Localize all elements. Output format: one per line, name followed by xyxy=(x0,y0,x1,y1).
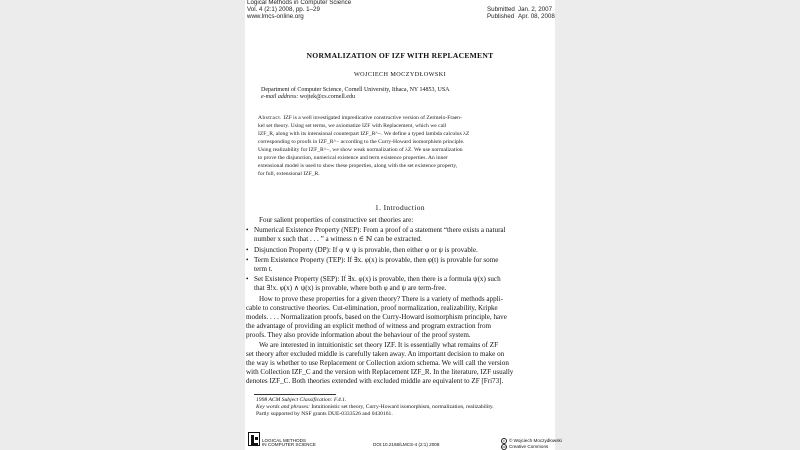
para3-line-3: with Collection IZF_C and the version with Replacement IZF_R. In the literature, IZF usually xyxy=(246,368,514,376)
abstract-line-6: extensional model is used to show these properties, along with the set existence property, xyxy=(258,163,458,169)
para2-line-0: How to prove these properties for a given theory? There is a variety of methods appli- xyxy=(259,295,503,303)
email-label: e-mail address: xyxy=(261,94,299,100)
abstract-line-5: to prove the disjunction, numerical existence and term existence properties. An inner xyxy=(258,155,448,161)
keywords-label: Key words and phrases: xyxy=(256,404,311,410)
bullet-3-line-2: that ∃!x. φ(x) ∧ ψ(x) is provable, where both φ and ψ are term-free. xyxy=(254,284,447,292)
abstract-line-7: for full, extensional IZF_R. xyxy=(258,171,320,177)
paper-page xyxy=(245,0,562,450)
published-date: Apr. 08, 2008 xyxy=(518,13,555,20)
bullet-3-line-1: Set Existence Property (SEP): If ∃x. φ(x) is provable, then there is a formula ψ(x) such xyxy=(254,275,501,283)
bullet-1-line-1: Disjunction Property (DP): If φ ∨ ψ is provable, then either φ or ψ is provable. xyxy=(254,246,478,254)
copyright-icon: c xyxy=(501,438,507,444)
keywords: Key words and phrases: Intuitionistic set theory, Curry-Howard isomorphism, normalization, realizability. xyxy=(256,404,494,410)
bullet-0-line-2: number x such that . . . ” a witness n ∈ ℕ can be extracted. xyxy=(254,235,422,243)
abstract-line-0: Abstract. IZF is a well investigated impredicative constructive version of Zermelo-Fraen- xyxy=(258,115,462,121)
footnote-rule xyxy=(254,394,336,395)
author-email[interactable]: wojtek@cs.cornell.edu xyxy=(299,94,355,100)
lmcs-logo-line-1: LOGICAL METHODS xyxy=(262,438,306,443)
section-title: Introduction xyxy=(383,203,425,212)
abstract-line-2: IZF_R, along with its intensional counterpart IZF_R^−. We define a typed lambda calculus λZ xyxy=(258,131,470,137)
bullet-marker: • xyxy=(246,275,249,283)
para3-line-0: We are interested in intuitionistic set theory IZF. It is essentially what remains of ZF xyxy=(259,341,499,349)
abstract-label: Abstract. xyxy=(258,115,282,121)
published-label: Published xyxy=(487,13,515,20)
lmcs-logo-line-2: IN COMPUTER SCIENCE xyxy=(262,442,316,447)
bullet-marker: • xyxy=(246,246,249,254)
bullet-2-line-2: term t. xyxy=(254,265,273,273)
author-email-row xyxy=(261,94,355,101)
submitted-date: Jan. 2, 2007 xyxy=(518,6,553,13)
para2-line-1: cable to constructive theories. Cut-elimination, proof normalization, realizability, Kripke xyxy=(246,304,498,312)
doi[interactable]: DOI:10.2168/LMCS-4 (2:1) 2008 xyxy=(373,442,440,447)
intro-lead: Four salient properties of constructive set theories are: xyxy=(259,216,414,224)
bullet-marker: • xyxy=(246,226,249,234)
acm-classification: 1998 ACM Subject Classification: F.4.1. xyxy=(256,397,347,403)
bullet-marker: • xyxy=(246,256,249,264)
journal-name: Logical Methods in Computer Science xyxy=(247,0,352,6)
bullet-0-line-1: Numerical Existence Property (NEP): From a proof of a statement “there exists a natural xyxy=(254,226,506,234)
lmcs-logo-icon xyxy=(248,432,260,446)
author-affiliation: Department of Computer Science, Cornell University, Ithaca, NY 14853, USA xyxy=(261,87,450,93)
para2-line-2: models. . . . Normalization proofs, based on the Curry-Howard isomorphism principle, have xyxy=(246,313,507,321)
license[interactable]: Creative Commons xyxy=(509,444,549,449)
para2-line-3: the advantage of providing an explicit method of witness and program extraction from xyxy=(246,322,492,330)
copyright-holder: © Wojciech Moczydłowski xyxy=(509,438,562,443)
para3-line-1: set theory after excluded middle is carefully taken away. An important decision to make on xyxy=(246,350,505,358)
journal-url[interactable]: www.lmcs-online.org xyxy=(247,13,304,20)
para3-line-4: denotes IZF_C. Both theories extended with excluded middle are equivalent to ZF [Fri73]. xyxy=(246,377,504,385)
section-number: 1. xyxy=(375,203,382,212)
abstract-line-3: corresponding to proofs in IZF_R^− according to the Curry-Howard isomorphism principle. xyxy=(258,139,465,145)
section-heading xyxy=(245,203,555,212)
para2-line-4: proofs. They also provide information about the behaviour of the proof system. xyxy=(246,331,471,339)
abstract-line-1: kel set theory. Using set terms, we axiomatize IZF with Replacement, which we call xyxy=(258,123,447,129)
submitted-label: Submitted xyxy=(487,6,515,13)
paper-title: NORMALIZATION OF IZF WITH REPLACEMENT xyxy=(306,51,494,60)
funding-note: Partly supported by NSF grants DUE-0333526 and 0430161. xyxy=(256,411,393,417)
paper-author: WOJCIECH MOCZYDŁOWSKI xyxy=(353,71,447,78)
bullet-2-line-1: Term Existence Property (TEP): If ∃x. φ(x) is provable, then φ(t) is provable for some xyxy=(254,256,499,264)
abstract-line-4: Using realizability for IZF_R^−, we show weak normalization of λZ. We use normalization xyxy=(258,147,463,153)
creative-commons-icon: cc xyxy=(502,445,506,449)
journal-volume: Vol. 4 (2:1) 2008, pp. 1–29 xyxy=(247,6,320,13)
para3-line-2: the way is whether to use Replacement or Collection axiom schema. We will call the version xyxy=(246,359,509,367)
